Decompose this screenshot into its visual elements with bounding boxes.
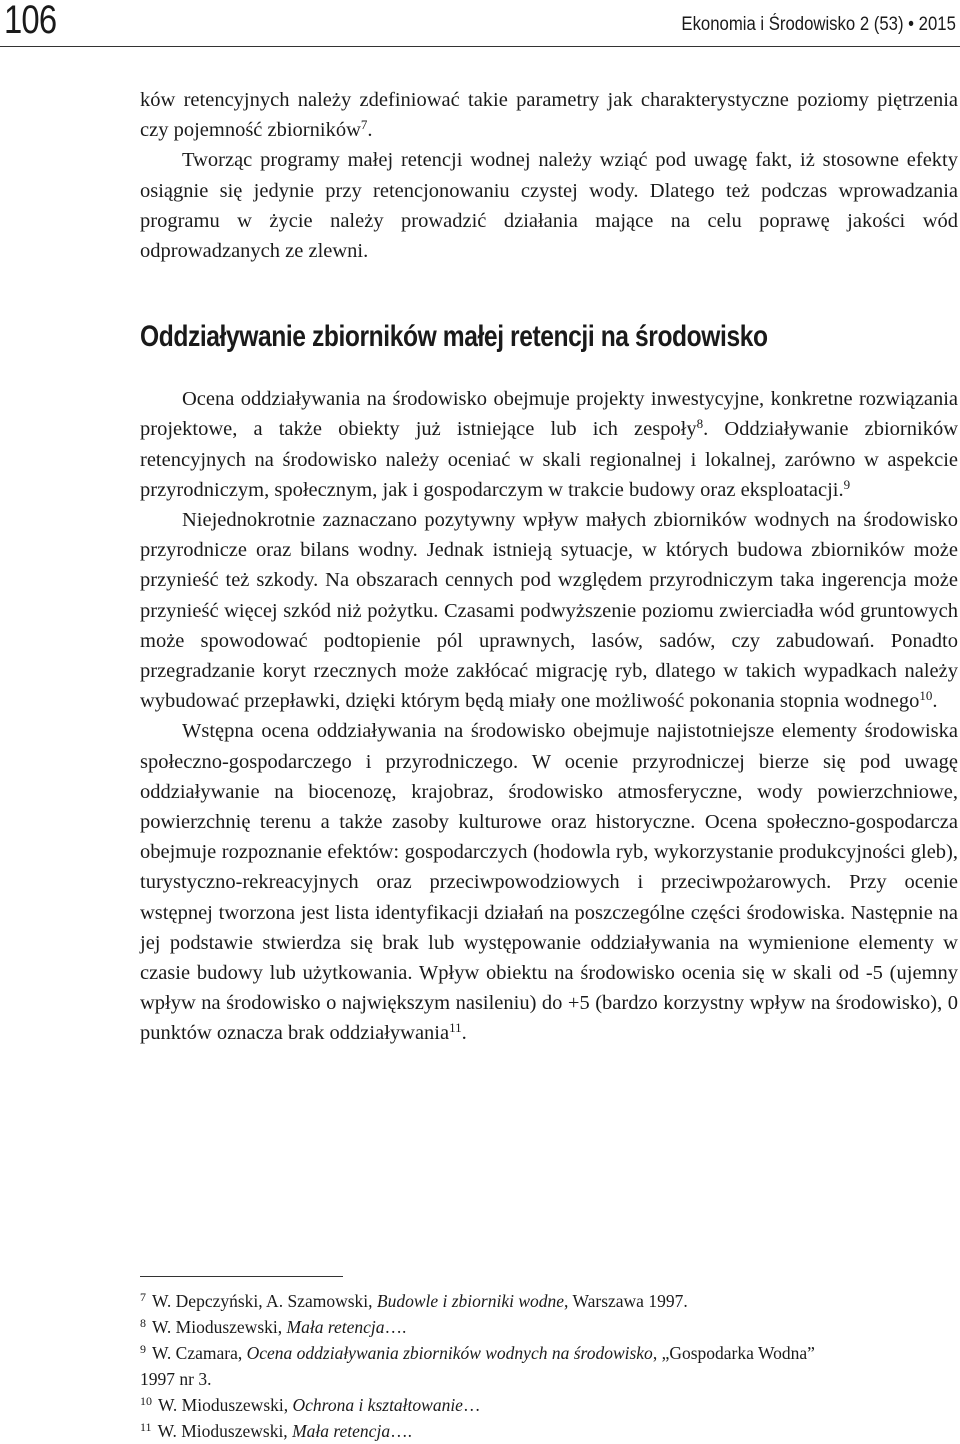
paragraph-4 (140, 505, 958, 716)
footnote-title: Ocena oddziaływania zbiorników wodnych na środowisko (246, 1343, 653, 1363)
footnote-author: W. Mioduszewski, (152, 1317, 287, 1337)
footnote-7 (140, 1288, 958, 1314)
page-number: 106 (4, 0, 57, 42)
running-header (0, 0, 960, 48)
paragraph-5-text: Wstępna ocena oddziaływania na środowisko obejmuje najistotniejsze elementy środowiska społeczno-gospodarczego i przyrodniczego. W ocenie przyrodniczej bierze się pod uwagę oddziaływanie na biocenozę, krajobraz, środowisko atmosferyczne, wody powierzchniowe, powierzchnię terenu a także zasoby kulturowe oraz historyczne. Ocena społeczno-gospodarcza obejmuje rozpoznanie efektów: gospodarczych (hodowla ryb, wykorzystanie produkcyjności gleb), turystyczno-rekreacyjnych oraz przeciwpowodziowych i przeciwpożarowych. Przy ocenie wstępnej tworzona jest lista identyfikacji działań na poszczególne części środowiska. Następnie na jej podstawie stwierdza się brak lub występowanie oddziaływania na wymienione elementy w czasie budowy lub użytkowania. Wpływ obiektu na środowisko ocenia się w skali od -5 (ujemny wpływ na środowisko o największym nasileniu) do +5 (bardzo korzystny wpływ na środowisko), 0 punktów oznacza brak oddziaływania (140, 720, 958, 1045)
footnote-ref-10[interactable]: 10 (919, 688, 933, 704)
footnote-10 (140, 1392, 958, 1418)
footnote-number: 8 (140, 1316, 146, 1330)
footnote-rest: , Warszawa 1997. (564, 1291, 688, 1311)
main-text (140, 85, 958, 1049)
footnote-rest: , „Gospodarka Wodna” (652, 1343, 815, 1363)
footnote-11 (140, 1418, 958, 1444)
footnote-author: W. Mioduszewski, (157, 1421, 293, 1441)
footnote-rest: …. (384, 1317, 407, 1337)
footnote-number: 7 (140, 1290, 146, 1304)
section-heading: Oddziaływanie zbiorników małej retencji na środowisko (140, 320, 768, 354)
paragraph-4-text: Niejednokrotnie zaznaczano pozytywny wpływ małych zbiorników wodnych na środowisko przyrodnicze oraz bilans wodny. Jednak istnieją sytuacje, w których budowa zbiorników może przynieść też szkody. Na obszarach cennych pod względem przyrodniczym taka ingerencja może przynieść więcej szkód niż pożytku. Czasami podwyższenie poziomu zwierciadła wód gruntowych może spowodować podtopienie pól uprawnych, lasów, sadów, czy zabudowań. Ponadto przegradzanie koryt rzecznych może zakłócać migrację ryb, dlatego w takich wypadkach należy wybudować przepławki, dzięki którym będą miały one możliwość pokonania stopnia wodnego (140, 509, 958, 713)
footnote-ref-8[interactable]: 8 (696, 416, 704, 432)
footnote-9-continuation: 1997 nr 3. (140, 1369, 212, 1389)
footnote-rule (140, 1276, 343, 1277)
footnote-number: 10 (140, 1394, 152, 1408)
paragraph-3 (140, 384, 958, 505)
paragraph-1 (140, 85, 958, 145)
footnote-title: Budowle i zbiorniki wodne (376, 1291, 565, 1311)
footnote-author: W. Depczyński, A. Szamowski, (152, 1291, 377, 1311)
paragraph-3-text: Ocena oddziaływania na środowisko obejmuje projekty inwestycyjne, konkretne rozwiązania projektowe, a także obiekty już istniejące lub ich zespoły (140, 388, 958, 441)
footnote-9 (140, 1340, 958, 1366)
footnote-author: W. Mioduszewski, (158, 1395, 293, 1415)
footnote-title: Mała retencja (286, 1317, 385, 1337)
paragraph-2: Tworząc programy małej retencji wodnej należy wziąć pod uwagę fakt, iż stosowne efekty osiągnie się jedynie przy retencjonowaniu czystej wody. Dlatego też podczas wprowadzania programu w życie należy prowadzić działania mające na celu poprawę jakości wód odprowadzanych ze zlewni. (140, 149, 958, 263)
paragraph-5-tail: . (461, 1022, 467, 1045)
footnote-ref-7[interactable]: 7 (360, 117, 368, 133)
header-rule (0, 46, 960, 47)
footnote-title: Ochrona i kształtowanie (292, 1395, 463, 1415)
paragraph-3-text-b: . Oddziaływanie zbiorników retencyjnych na środowisko należy oceniać w skali regionalnej i lokalnej, zarówno w aspekcie przyrodniczym, społecznym, jak i gospodarczym w trakcie budowy oraz eksploatacji. (140, 418, 958, 501)
paragraph-4-tail: . (932, 690, 938, 713)
paragraph-1-tail: . (367, 119, 373, 142)
paragraph-5 (140, 716, 958, 1048)
footnote-author: W. Czamara, (152, 1343, 247, 1363)
journal-running-head: Ekonomia i Środowisko 2 (53) • 2015 (681, 14, 956, 35)
footnote-number: 9 (140, 1342, 146, 1356)
footnote-ref-11[interactable]: 11 (449, 1020, 462, 1036)
paragraph-1-text: ków retencyjnych należy zdefiniować takie parametry jak charakterystyczne poziomy piętrzenia czy pojemność zbiorników (140, 89, 958, 142)
footnote-ref-9[interactable]: 9 (843, 476, 851, 492)
footnote-number: 11 (140, 1420, 152, 1434)
footnote-title: Mała retencja (292, 1421, 391, 1441)
footnote-rest: …. (390, 1421, 412, 1441)
footnote-rest: … (462, 1395, 481, 1415)
footnotes (140, 1288, 958, 1444)
footnote-8 (140, 1314, 958, 1340)
